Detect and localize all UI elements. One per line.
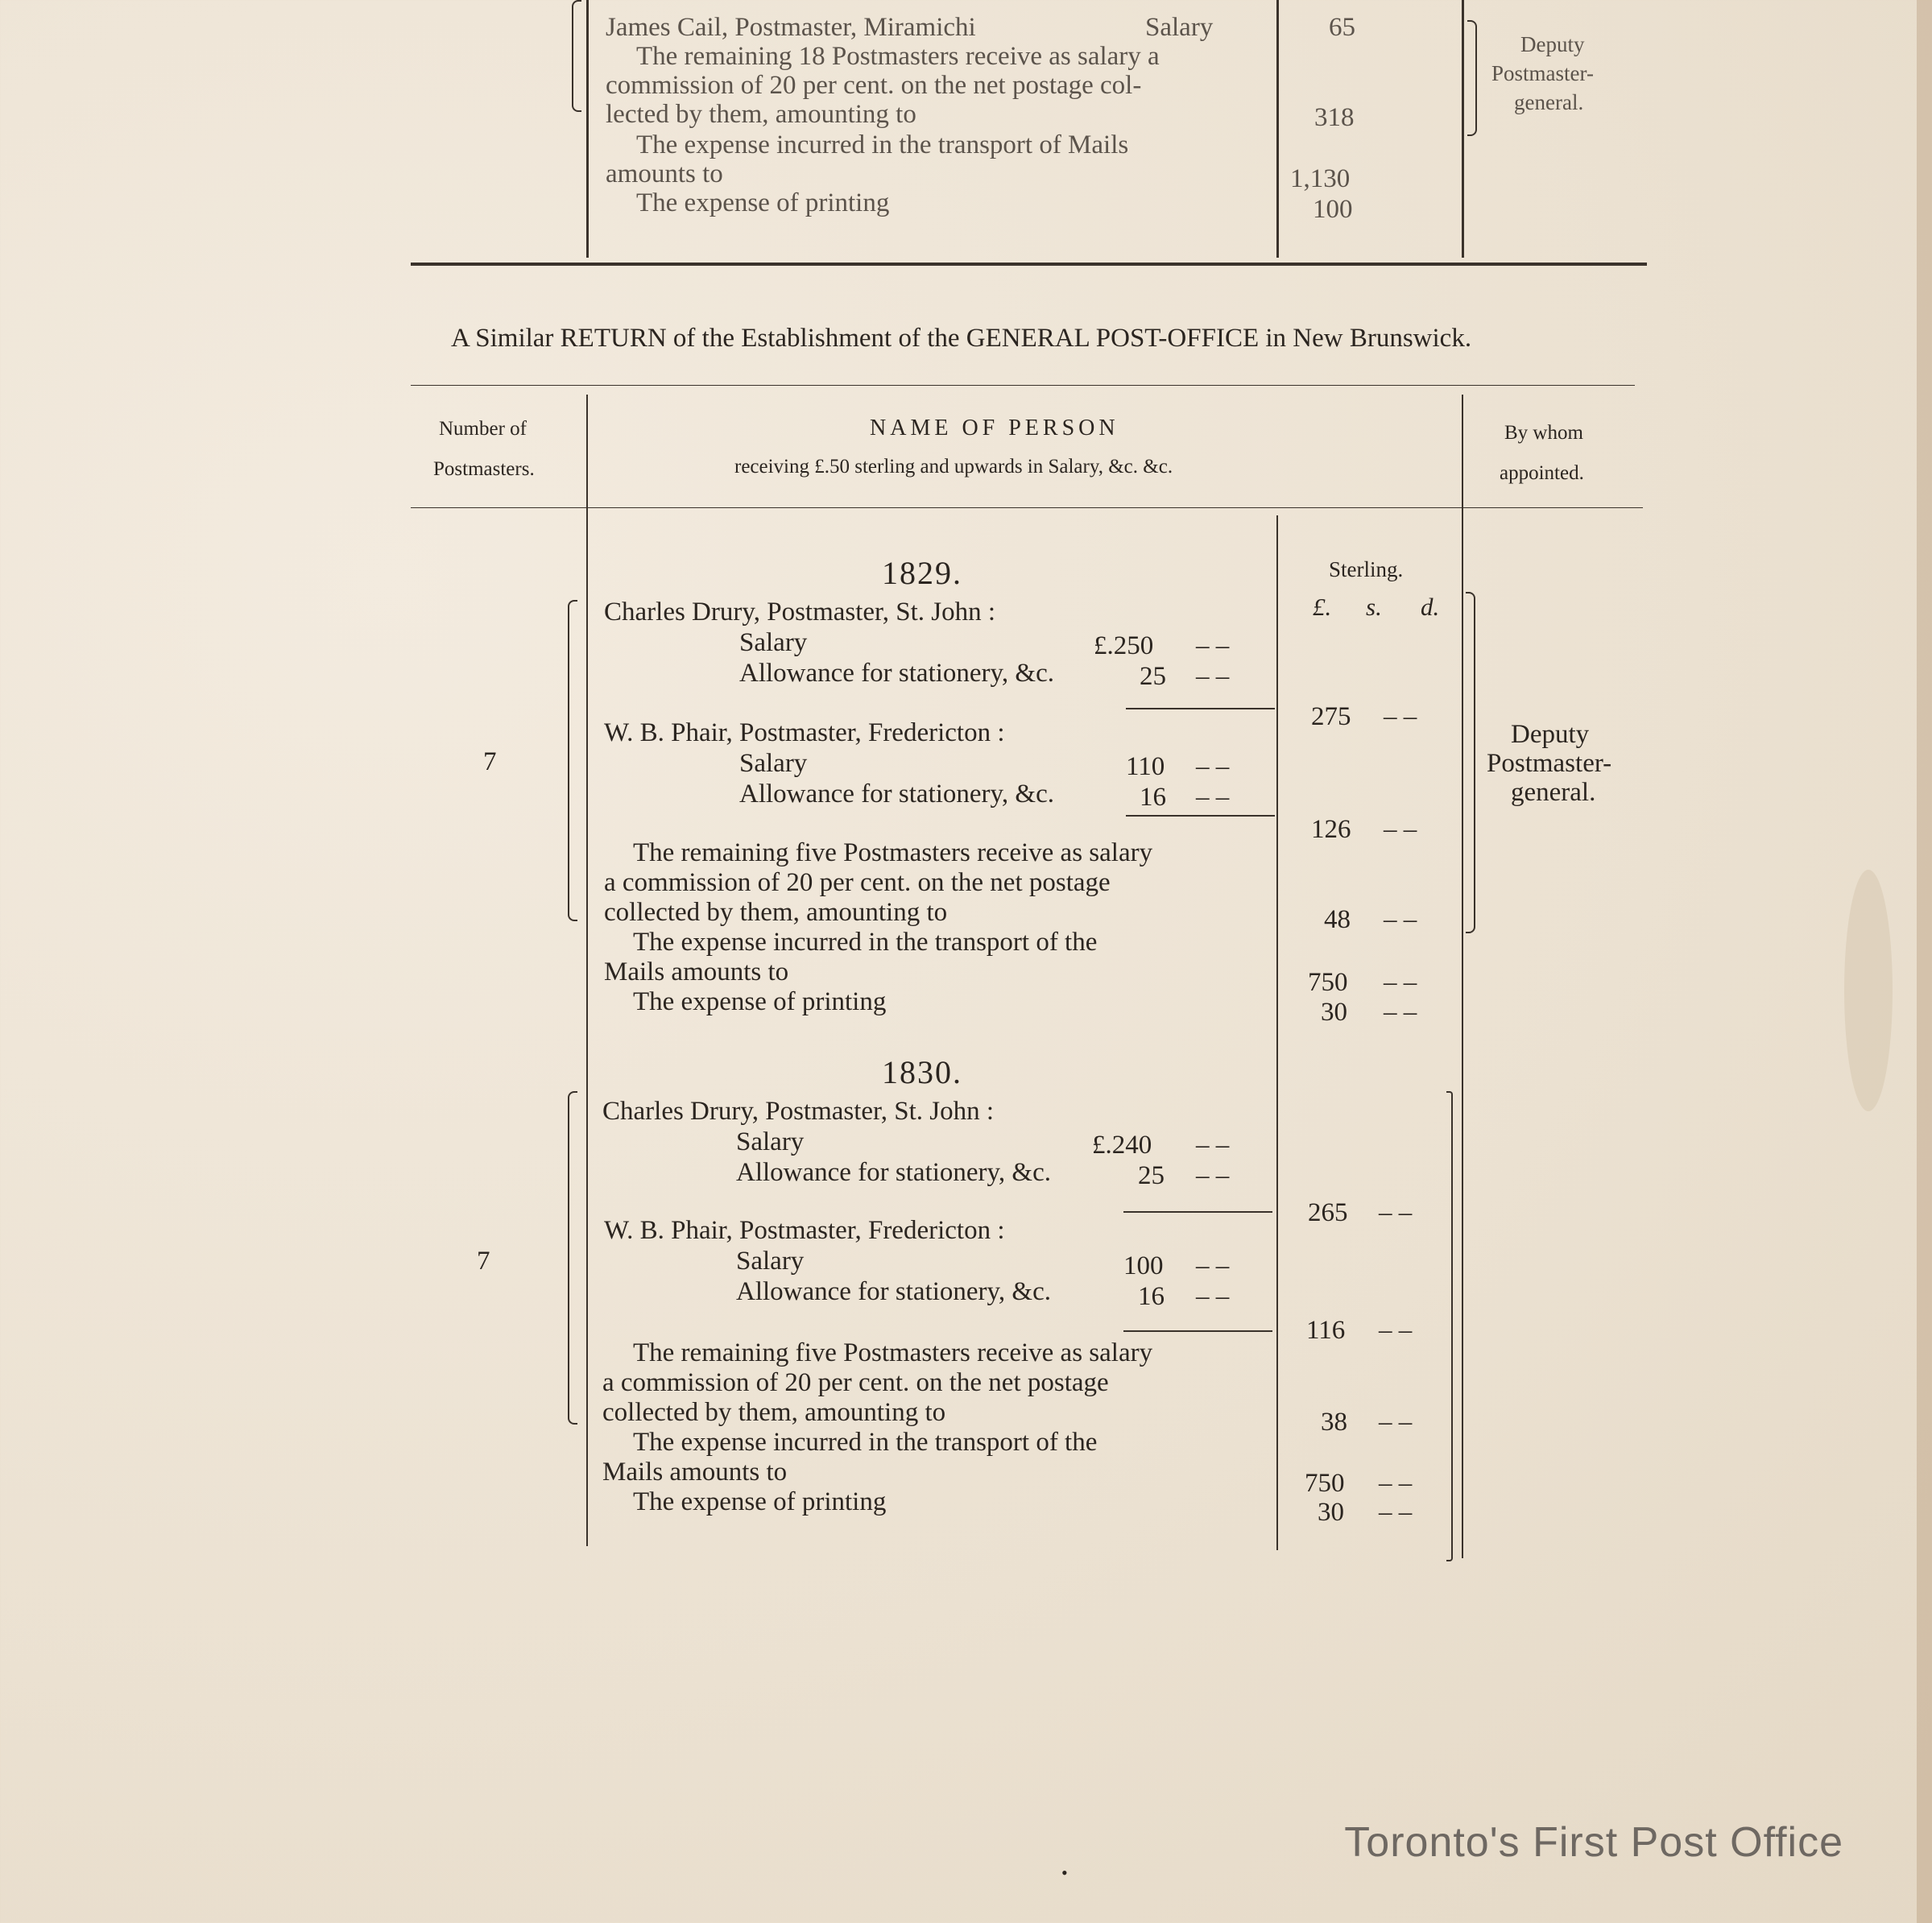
rule-left-top [586,0,589,258]
brace-top-fragment [572,0,581,112]
rule-right [1462,395,1463,1558]
drury-1830: Charles Drury, Postmaster, St. John : [602,1097,995,1126]
dashes: – – [1196,1282,1230,1311]
dashes: – – [1379,1316,1413,1345]
right-brace-1829 [1466,592,1475,933]
remaining-1830-amount: 38 [1321,1408,1347,1437]
dashes: – – [1384,815,1417,844]
remaining-1829-line1: The remaining five Postmasters receive as salary [633,838,1153,867]
brace-1829 [568,600,577,921]
foxing-stain [1844,870,1893,1111]
dashes: – – [1384,968,1417,997]
header-number-1: Number of [439,418,527,440]
rule-amount [1276,515,1278,1550]
top-transport-amount: 1,130 [1290,164,1351,193]
phair-salary-label-1829: Salary [739,749,808,778]
return-title: A Similar RETURN of the Establishment of the GENERAL POST-OFFICE in New Brunswick. [451,324,1472,353]
header-bottom-rule [411,507,1643,508]
top-remaining-line1: The remaining 18 Postmasters receive as salary a [636,42,1160,71]
top-cail-name: James Cail, Postmaster, Miramichi [606,13,976,42]
phair-total-1830: 116 [1306,1316,1346,1345]
drury-1829: Charles Drury, Postmaster, St. John : [604,598,996,627]
transport-1829-line2: Mails amounts to [604,957,789,986]
sterling-label: Sterling. [1329,557,1404,581]
shillings-col: s. [1366,593,1382,621]
subtotal-rule-phair-1830 [1123,1330,1272,1332]
printing-1829-amount: 30 [1321,998,1347,1027]
phair-total-1829: 126 [1311,815,1351,844]
year-1829: 1829. [882,555,962,591]
dashes: – – [1379,1408,1413,1437]
top-cail-kind: Salary [1145,13,1214,42]
page-edge-shadow [1917,0,1932,1923]
phair-1829: W. B. Phair, Postmaster, Fredericton : [604,718,1005,747]
header-name-sub: receiving £.50 sterling and upwards in Salary, &c. &c. [734,456,1173,478]
dashes: – – [1384,905,1417,934]
phair-allow-label-1829: Allowance for stationery, &c. [739,780,1054,808]
top-transport-line2: amounts to [606,159,723,188]
subtotal-rule-drury-1829 [1126,708,1275,709]
count-1829: 7 [483,747,497,776]
printing-1829: The expense of printing [633,987,887,1016]
top-transport-line1: The expense incurred in the transport of Mails [636,130,1129,159]
drury-salary-1829: £.250 [1094,631,1154,660]
watermark: Toronto's First Post Office [1344,1819,1843,1866]
rule-mid-top [1276,0,1279,258]
header-appointed-1: By whom [1504,422,1583,444]
remaining-1830-line1: The remaining five Postmasters receive as salary [633,1338,1153,1367]
remaining-1830-line2: a commission of 20 per cent. on the net postage [602,1368,1109,1397]
remaining-1829-amount: 48 [1324,905,1351,934]
header-appointed-2: appointed. [1500,462,1584,484]
remaining-1829-line3: collected by them, amounting to [604,898,948,927]
drury-salary-label-1830: Salary [736,1127,805,1156]
drury-allow-label-1829: Allowance for stationery, &c. [739,659,1054,688]
rule-left [586,395,588,1546]
drury-salary-1830: £.240 [1092,1131,1152,1160]
dashes: – – [1196,631,1230,660]
transport-1829-amount: 750 [1308,968,1348,997]
top-remaining-amount: 318 [1314,103,1355,132]
top-appointed-3: general. [1514,90,1584,114]
phair-salary-1830: 100 [1123,1251,1164,1280]
appointed-2: Postmaster- [1487,749,1612,778]
remaining-1830-line3: collected by them, amounting to [602,1398,946,1427]
transport-1829-line1: The expense incurred in the transport of the [633,928,1098,957]
dashes: – – [1196,783,1230,812]
pence-col: d. [1421,593,1440,621]
dashes: – – [1384,702,1417,731]
subtotal-rule-phair-1829 [1126,815,1275,817]
rule-right-top [1462,0,1464,258]
top-cail-amount: 65 [1329,13,1355,42]
header-number-2: Postmasters. [433,458,535,480]
subtotal-rule-drury-1830 [1123,1211,1272,1213]
phair-allow-label-1830: Allowance for stationery, &c. [736,1277,1051,1306]
phair-allow-1829: 16 [1140,783,1166,812]
drury-total-1830: 265 [1308,1198,1348,1227]
dashes: – – [1196,752,1230,781]
dashes: – – [1384,998,1417,1027]
appointed-3: general. [1511,778,1596,807]
dashes: – – [1379,1469,1413,1498]
transport-1830-line2: Mails amounts to [602,1458,788,1487]
printing-1830-amount: 30 [1318,1498,1344,1527]
printing-1830: The expense of printing [633,1487,887,1516]
dashes: – – [1196,1161,1230,1190]
brace-1830 [568,1091,577,1425]
dashes: – – [1379,1498,1413,1527]
top-remaining-line3: lected by them, amounting to [606,100,916,129]
drury-total-1829: 275 [1311,702,1351,731]
drury-allow-1830: 25 [1138,1161,1165,1190]
header-name-title: NAME OF PERSON [870,416,1119,440]
top-appointed-1: Deputy [1520,32,1585,56]
header-top-rule [411,385,1635,386]
drury-allow-1829: 25 [1140,662,1166,691]
phair-1830: W. B. Phair, Postmaster, Fredericton : [604,1216,1005,1245]
count-1830: 7 [477,1247,490,1276]
transport-1830-line1: The expense incurred in the transport of the [633,1428,1098,1457]
right-rule-1830 [1446,1091,1453,1561]
drury-allow-label-1830: Allowance for stationery, &c. [736,1158,1051,1187]
appointed-1: Deputy [1511,720,1590,749]
dashes: – – [1196,1251,1230,1280]
top-appointed-2: Postmaster- [1491,61,1594,85]
dashes: – – [1379,1198,1413,1227]
phair-salary-label-1830: Salary [736,1247,805,1276]
printer-mark: • [1061,1863,1068,1883]
drury-salary-label-1829: Salary [739,628,808,657]
phair-salary-1829: 110 [1126,752,1165,781]
top-printing: The expense of printing [636,188,890,217]
top-remaining-line2: commission of 20 per cent. on the net postage col- [606,71,1142,100]
phair-allow-1830: 16 [1138,1282,1165,1311]
section-divider [411,263,1647,266]
dashes: – – [1196,1131,1230,1160]
year-1830: 1830. [882,1054,962,1090]
pounds-col: £. [1313,593,1332,621]
top-printing-amount: 100 [1313,195,1353,224]
remaining-1829-line2: a commission of 20 per cent. on the net postage [604,868,1111,897]
transport-1830-amount: 750 [1305,1469,1345,1498]
right-brace-top-fragment [1467,20,1477,136]
dashes: – – [1196,662,1230,691]
